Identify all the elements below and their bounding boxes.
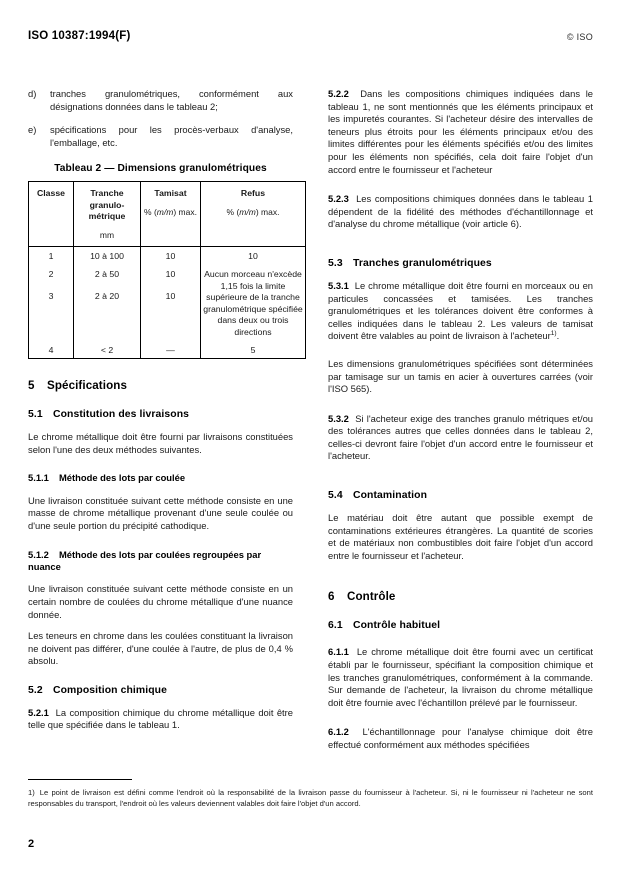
clause-text-tail: . <box>556 330 560 342</box>
cell-tranche: 10 à 100 <box>74 247 141 265</box>
clause-text: Dans les compositions chimiques indiquées dans le tableau 1, ne sont mentionnés que les éléments principaux et les impuretés courantes. Si l'acheteur désire des intervalles de teneurs plus étroits pour les éléments principaux et/ou des limites différentes pour les éléments spécifiés et/ou des limites pour les éléments non spécifiés, cela doit faire l'objet d'un accord entre le fournisseur et l'acheteur <box>328 88 593 175</box>
cell-empty <box>74 309 141 341</box>
heading-title: Tranches granulométriques <box>353 257 492 269</box>
clause-number: 5.3.1 <box>328 279 349 291</box>
page-number: 2 <box>28 838 35 850</box>
cell-empty <box>29 309 74 341</box>
cell-classe: 1 <box>29 247 74 265</box>
cell-refus: 5 <box>201 341 306 359</box>
heading-section-5-1 <box>28 409 293 420</box>
clause-text: Si l'acheteur exige des tranches granulo métriques et/ou des tolérances autres que celles données dans le tableau 2, celles-ci devront faire l'objet d'un accord entre le fournisseur et l'acheteur. <box>328 412 593 462</box>
cell-tranche: < 2 <box>74 341 141 359</box>
paragraph-5-2-2 <box>328 88 593 176</box>
clause-number: 6.1.1 <box>328 646 349 658</box>
heading-section-5-1-1 <box>28 472 293 484</box>
cell-refus: 10 <box>201 247 306 265</box>
heading-title: Méthode des lots par coulées regroupées par nuance <box>28 548 262 572</box>
clause-text: Les compositions chimiques données dans le tableau 1 dépendent de la fidélité des méthodes d'échantillonnage et d'analyse du chrome métallique (voir article 6). <box>328 193 593 230</box>
cell-tamisat: — <box>141 341 201 359</box>
heading-title: Constitution des livraisons <box>53 409 190 421</box>
right-column <box>328 88 593 761</box>
paragraph-5-3-2 <box>328 413 593 463</box>
heading-title: Contamination <box>353 490 428 502</box>
heading-title: Composition chimique <box>53 684 167 696</box>
footnote-separator <box>28 779 132 780</box>
heading-section-5-1-2 <box>28 549 293 574</box>
cell-classe: 4 <box>29 341 74 359</box>
list-item-text: spécifications pour les procès-verbaux d'analyse, l'emballage, etc. <box>50 124 293 148</box>
list-item-text: tranches granulométriques, conformément aux désignations données dans le tableau 2; <box>50 88 293 112</box>
list-marker: d) <box>28 88 37 99</box>
column-unit-tamisat: % (m/m) max. <box>144 206 197 217</box>
paragraph-5-3-1-b: Les dimensions granulométriques spécifiées sont déterminées par tamisage sur un tamis en acier à ouvertures carrées (voir l'ISO 565). <box>328 357 593 395</box>
heading-section-5-3 <box>328 258 593 269</box>
left-column <box>28 88 303 741</box>
heading-title: Contrôle habituel <box>353 620 441 632</box>
cell-tranche: 2 à 20 <box>74 287 141 309</box>
cell-classe: 3 <box>29 287 74 309</box>
heading-number: 5 <box>28 379 35 393</box>
heading-number: 6.1 <box>328 620 343 632</box>
footnote-text: Le point de livraison est défini comme l'endroit où la responsabilité de la livraison passe du fournisseur à l'acheteur. Si, ni le fournisseur ni l'acheteur ne sont responsables du transport, l'endroit où les valeurs deviennent valables doit faire l'objet d'un accord. <box>28 788 593 808</box>
heading-number: 5.1.2 <box>28 548 49 560</box>
list-item <box>28 124 293 149</box>
clause-number: 5.2.2 <box>328 88 349 99</box>
column-header-refus <box>201 182 306 247</box>
column-header-tamisat <box>141 182 201 247</box>
clause-number: 5.3.2 <box>328 412 349 424</box>
cell-tamisat: 10 <box>141 287 201 309</box>
column-header-label: Refus <box>240 188 266 199</box>
heading-number: 5.2 <box>28 684 43 696</box>
paragraph-5-3-1 <box>328 280 593 343</box>
standard-reference: ISO 10387:1994(F) <box>28 30 131 42</box>
heading-section-5-2 <box>28 685 293 696</box>
paragraph-5-1-1: Une livraison constituée suivant cette méthode consiste en une masse de chrome métallique provenant d'une seule coulée ou d'une seule portion du précipité cathodique. <box>28 494 293 531</box>
heading-section-5 <box>28 379 293 392</box>
list-marker: e) <box>28 124 37 136</box>
heading-number: 5.4 <box>328 490 343 502</box>
column-unit-tranche: mm <box>99 229 115 240</box>
cell-classe: 2 <box>29 265 74 287</box>
clause-text: La composition chimique du chrome métallique doit être telle que spécifiée dans le tableau 1. <box>28 706 293 731</box>
clause-number: 5.2.1 <box>28 706 49 718</box>
column-unit-refus: % (m/m) max. <box>226 206 280 217</box>
page-header <box>28 30 593 50</box>
column-header-tranche: Tranche granulo- métrique mm <box>74 182 141 247</box>
cell-tranche: 2 à 50 <box>74 265 141 287</box>
table-header-row <box>29 182 306 247</box>
footnote-reference: 1) <box>550 330 557 338</box>
heading-title: Spécifications <box>47 379 128 393</box>
paragraph-6-1-1 <box>328 646 593 709</box>
paragraph-5-1-2-b: Les teneurs en chrome dans les coulées constituant la livraison ne doivent pas différer, d'une coulée à l'autre, de plus de 0,4 % absolu. <box>28 630 293 667</box>
cell-tamisat: 10 <box>141 247 201 265</box>
clause-number: 6.1.2 <box>328 726 349 738</box>
paragraph-6-1-2 <box>328 726 593 751</box>
paragraph-5-2-1 <box>28 707 293 732</box>
heading-section-5-4 <box>328 490 593 501</box>
granulometry-table <box>28 181 306 359</box>
list-item <box>28 88 293 113</box>
table-row <box>29 265 306 287</box>
clause-text: Le chrome métallique doit être fourni avec un certificat établi par le fournisseur, spécifiant la composition chimique et les tranches granulométriques, conformément à la commande. Sur demande de l'acheteur, la livraison du chrome métallique doit être fournie avec l'échantillon prélevé par le fournisseur. <box>328 646 593 708</box>
table-row <box>29 341 306 359</box>
paragraph-5-1-2-a: Une livraison constituée suivant cette méthode consiste en un certain nombre de coulées du chrome métallique d'une nuance donnée. <box>28 583 293 620</box>
cell-empty <box>141 309 201 341</box>
clause-text: L'échantillonnage pour l'analyse chimique doit être effectué conformément aux méthodes spécifiées <box>328 726 593 750</box>
heading-number: 5.1 <box>28 409 43 421</box>
paragraph-5-1: Le chrome métallique doit être fourni par livraisons constituées selon l'une des deux méthodes suivantes. <box>28 431 293 455</box>
table-caption: Tableau 2 — Dimensions granulométriques <box>54 163 267 175</box>
column-header-label: Tamisat <box>154 188 187 199</box>
paragraph-5-4: Le matériau doit être autant que possible exempt de contaminations extérieures étrangères. La quantité de scories et de matériaux non combustibles doit faire l'objet d'un accord entre le fournisseur et l'acheteur. <box>328 512 593 561</box>
cell-refus-note: Aucun morceau n'excède 1,15 fois la limite supérieure de la tranche granulométrique spécifiée dans deux ou trois directions <box>201 265 306 341</box>
heading-section-6 <box>328 590 593 603</box>
iso-copyright: © ISO <box>566 32 593 42</box>
heading-number: 5.3 <box>328 257 343 269</box>
footnote-marker: 1) <box>28 788 35 797</box>
table-row <box>29 247 306 265</box>
footnote <box>28 788 593 809</box>
heading-number: 5.1.1 <box>28 472 49 484</box>
paragraph-5-2-3 <box>328 193 593 231</box>
column-header-label: Classe <box>36 188 65 199</box>
clause-number: 5.2.3 <box>328 193 349 205</box>
cell-tamisat: 10 <box>141 265 201 287</box>
heading-number: 6 <box>328 590 335 604</box>
column-header-classe <box>29 182 74 247</box>
heading-title: Méthode des lots par coulée <box>59 472 186 484</box>
clause-text: Le chrome métallique doit être fourni en morceaux ou en particules concassées et tamisées. Les tranches granulométriques et les tolérances doivent être conformes à celles indiquées dans le tableau 2. Les valeurs de tamisat doivent être valables au point de livraison à l'acheteur <box>328 279 593 342</box>
heading-section-6-1 <box>328 620 593 631</box>
heading-title: Contrôle <box>347 590 396 604</box>
